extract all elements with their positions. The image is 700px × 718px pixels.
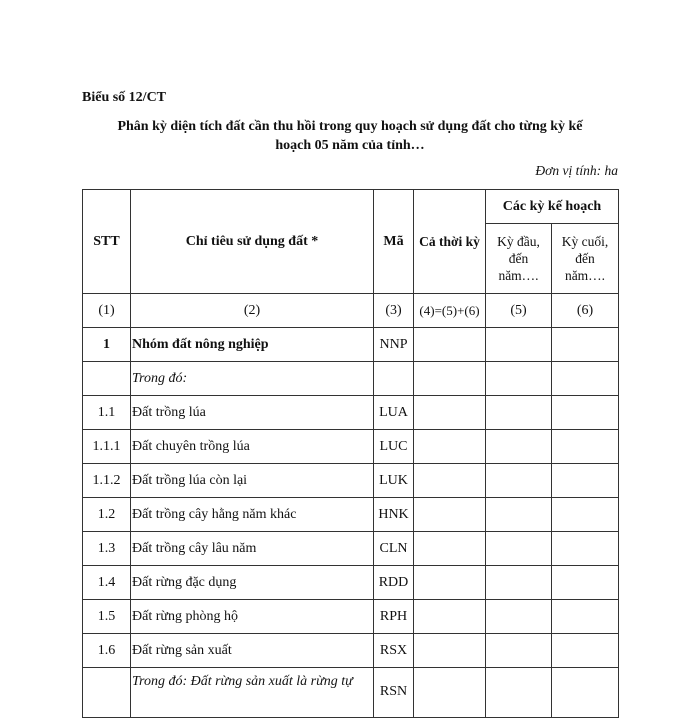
row-last	[552, 634, 619, 668]
column-number-row	[83, 294, 619, 328]
table-row	[83, 668, 619, 718]
row-stt	[83, 668, 131, 718]
table-row	[83, 464, 619, 498]
row-code: RSN	[374, 668, 414, 718]
row-name: Trong đó:	[131, 362, 374, 396]
row-name: Đất rừng phòng hộ	[131, 600, 374, 634]
row-code: HNK	[374, 498, 414, 532]
row-last	[552, 464, 619, 498]
row-stt: 1.1.2	[83, 464, 131, 498]
row-name: Đất rừng đặc dụng	[131, 566, 374, 600]
row-code: LUK	[374, 464, 414, 498]
row-stt: 1.1.1	[83, 430, 131, 464]
row-whole	[414, 532, 486, 566]
title-line-2: hoạch 05 năm của tỉnh…	[275, 138, 425, 153]
row-first	[486, 566, 552, 600]
table-row	[83, 498, 619, 532]
row-first	[486, 464, 552, 498]
row-first	[486, 498, 552, 532]
row-code: RPH	[374, 600, 414, 634]
header-indicator: Chỉ tiêu sử dụng đất *	[131, 190, 374, 294]
row-stt: 1.3	[83, 532, 131, 566]
table-row	[83, 566, 619, 600]
row-name: Đất trồng lúa còn lại	[131, 464, 374, 498]
document-title	[80, 117, 620, 155]
colnum-3: (3)	[374, 294, 414, 328]
row-whole	[414, 566, 486, 600]
row-code: LUA	[374, 396, 414, 430]
row-whole	[414, 634, 486, 668]
row-stt: 1.4	[83, 566, 131, 600]
row-last	[552, 328, 619, 362]
row-whole	[414, 600, 486, 634]
colnum-1: (1)	[83, 294, 131, 328]
row-code: RSX	[374, 634, 414, 668]
row-name: Nhóm đất nông nghiệp	[131, 328, 374, 362]
colnum-2: (2)	[131, 294, 374, 328]
row-whole	[414, 498, 486, 532]
row-last	[552, 430, 619, 464]
row-first	[486, 668, 552, 718]
row-first	[486, 328, 552, 362]
row-code	[374, 362, 414, 396]
row-stt: 1.2	[83, 498, 131, 532]
row-name: Đất chuyên trồng lúa	[131, 430, 374, 464]
row-first	[486, 362, 552, 396]
header-plan-periods: Các kỳ kế hoạch	[486, 190, 619, 224]
row-stt: 1.6	[83, 634, 131, 668]
header-first-period: Kỳ đầu, đến năm….	[486, 224, 552, 294]
row-first	[486, 600, 552, 634]
row-last	[552, 362, 619, 396]
row-last	[552, 532, 619, 566]
row-whole	[414, 668, 486, 718]
table-row	[83, 600, 619, 634]
colnum-5: (5)	[486, 294, 552, 328]
table-row	[83, 532, 619, 566]
unit-label: Đơn vị tính: ha	[535, 163, 618, 178]
row-stt: 1	[83, 328, 131, 362]
row-name: Đất rừng sản xuất	[131, 634, 374, 668]
row-code: CLN	[374, 532, 414, 566]
table-row	[83, 430, 619, 464]
header-code: Mã	[374, 190, 414, 294]
row-last	[552, 668, 619, 718]
row-whole	[414, 430, 486, 464]
row-code: RDD	[374, 566, 414, 600]
row-whole	[414, 328, 486, 362]
row-name: Đất trồng cây lâu năm	[131, 532, 374, 566]
row-first	[486, 430, 552, 464]
table-row	[83, 328, 619, 362]
row-last	[552, 600, 619, 634]
land-recovery-table	[82, 189, 619, 718]
table-row	[83, 396, 619, 430]
row-whole	[414, 362, 486, 396]
row-whole	[414, 464, 486, 498]
row-name: Đất trồng lúa	[131, 396, 374, 430]
row-first	[486, 532, 552, 566]
title-line-1: Phân kỳ diện tích đất cần thu hồi trong quy hoạch sử dụng đất cho từng kỳ kế	[117, 119, 583, 134]
table-row	[83, 634, 619, 668]
colnum-6: (6)	[552, 294, 619, 328]
form-code: Biểu số 12/CT	[82, 90, 167, 105]
row-first	[486, 634, 552, 668]
colnum-4: (4)=(5)+(6)	[414, 294, 486, 328]
row-last	[552, 498, 619, 532]
row-code: NNP	[374, 328, 414, 362]
row-name: Trong đó: Đất rừng sản xuất là rừng tự	[131, 668, 374, 718]
row-stt: 1.1	[83, 396, 131, 430]
row-code: LUC	[374, 430, 414, 464]
row-stt: 1.5	[83, 600, 131, 634]
row-stt	[83, 362, 131, 396]
header-stt: STT	[83, 190, 131, 294]
row-name: Đất trồng cây hằng năm khác	[131, 498, 374, 532]
row-last	[552, 396, 619, 430]
row-last	[552, 566, 619, 600]
table-row	[83, 362, 619, 396]
header-whole-period: Cả thời kỳ	[414, 190, 486, 294]
row-first	[486, 396, 552, 430]
row-whole	[414, 396, 486, 430]
header-last-period: Kỳ cuối, đến năm….	[552, 224, 619, 294]
